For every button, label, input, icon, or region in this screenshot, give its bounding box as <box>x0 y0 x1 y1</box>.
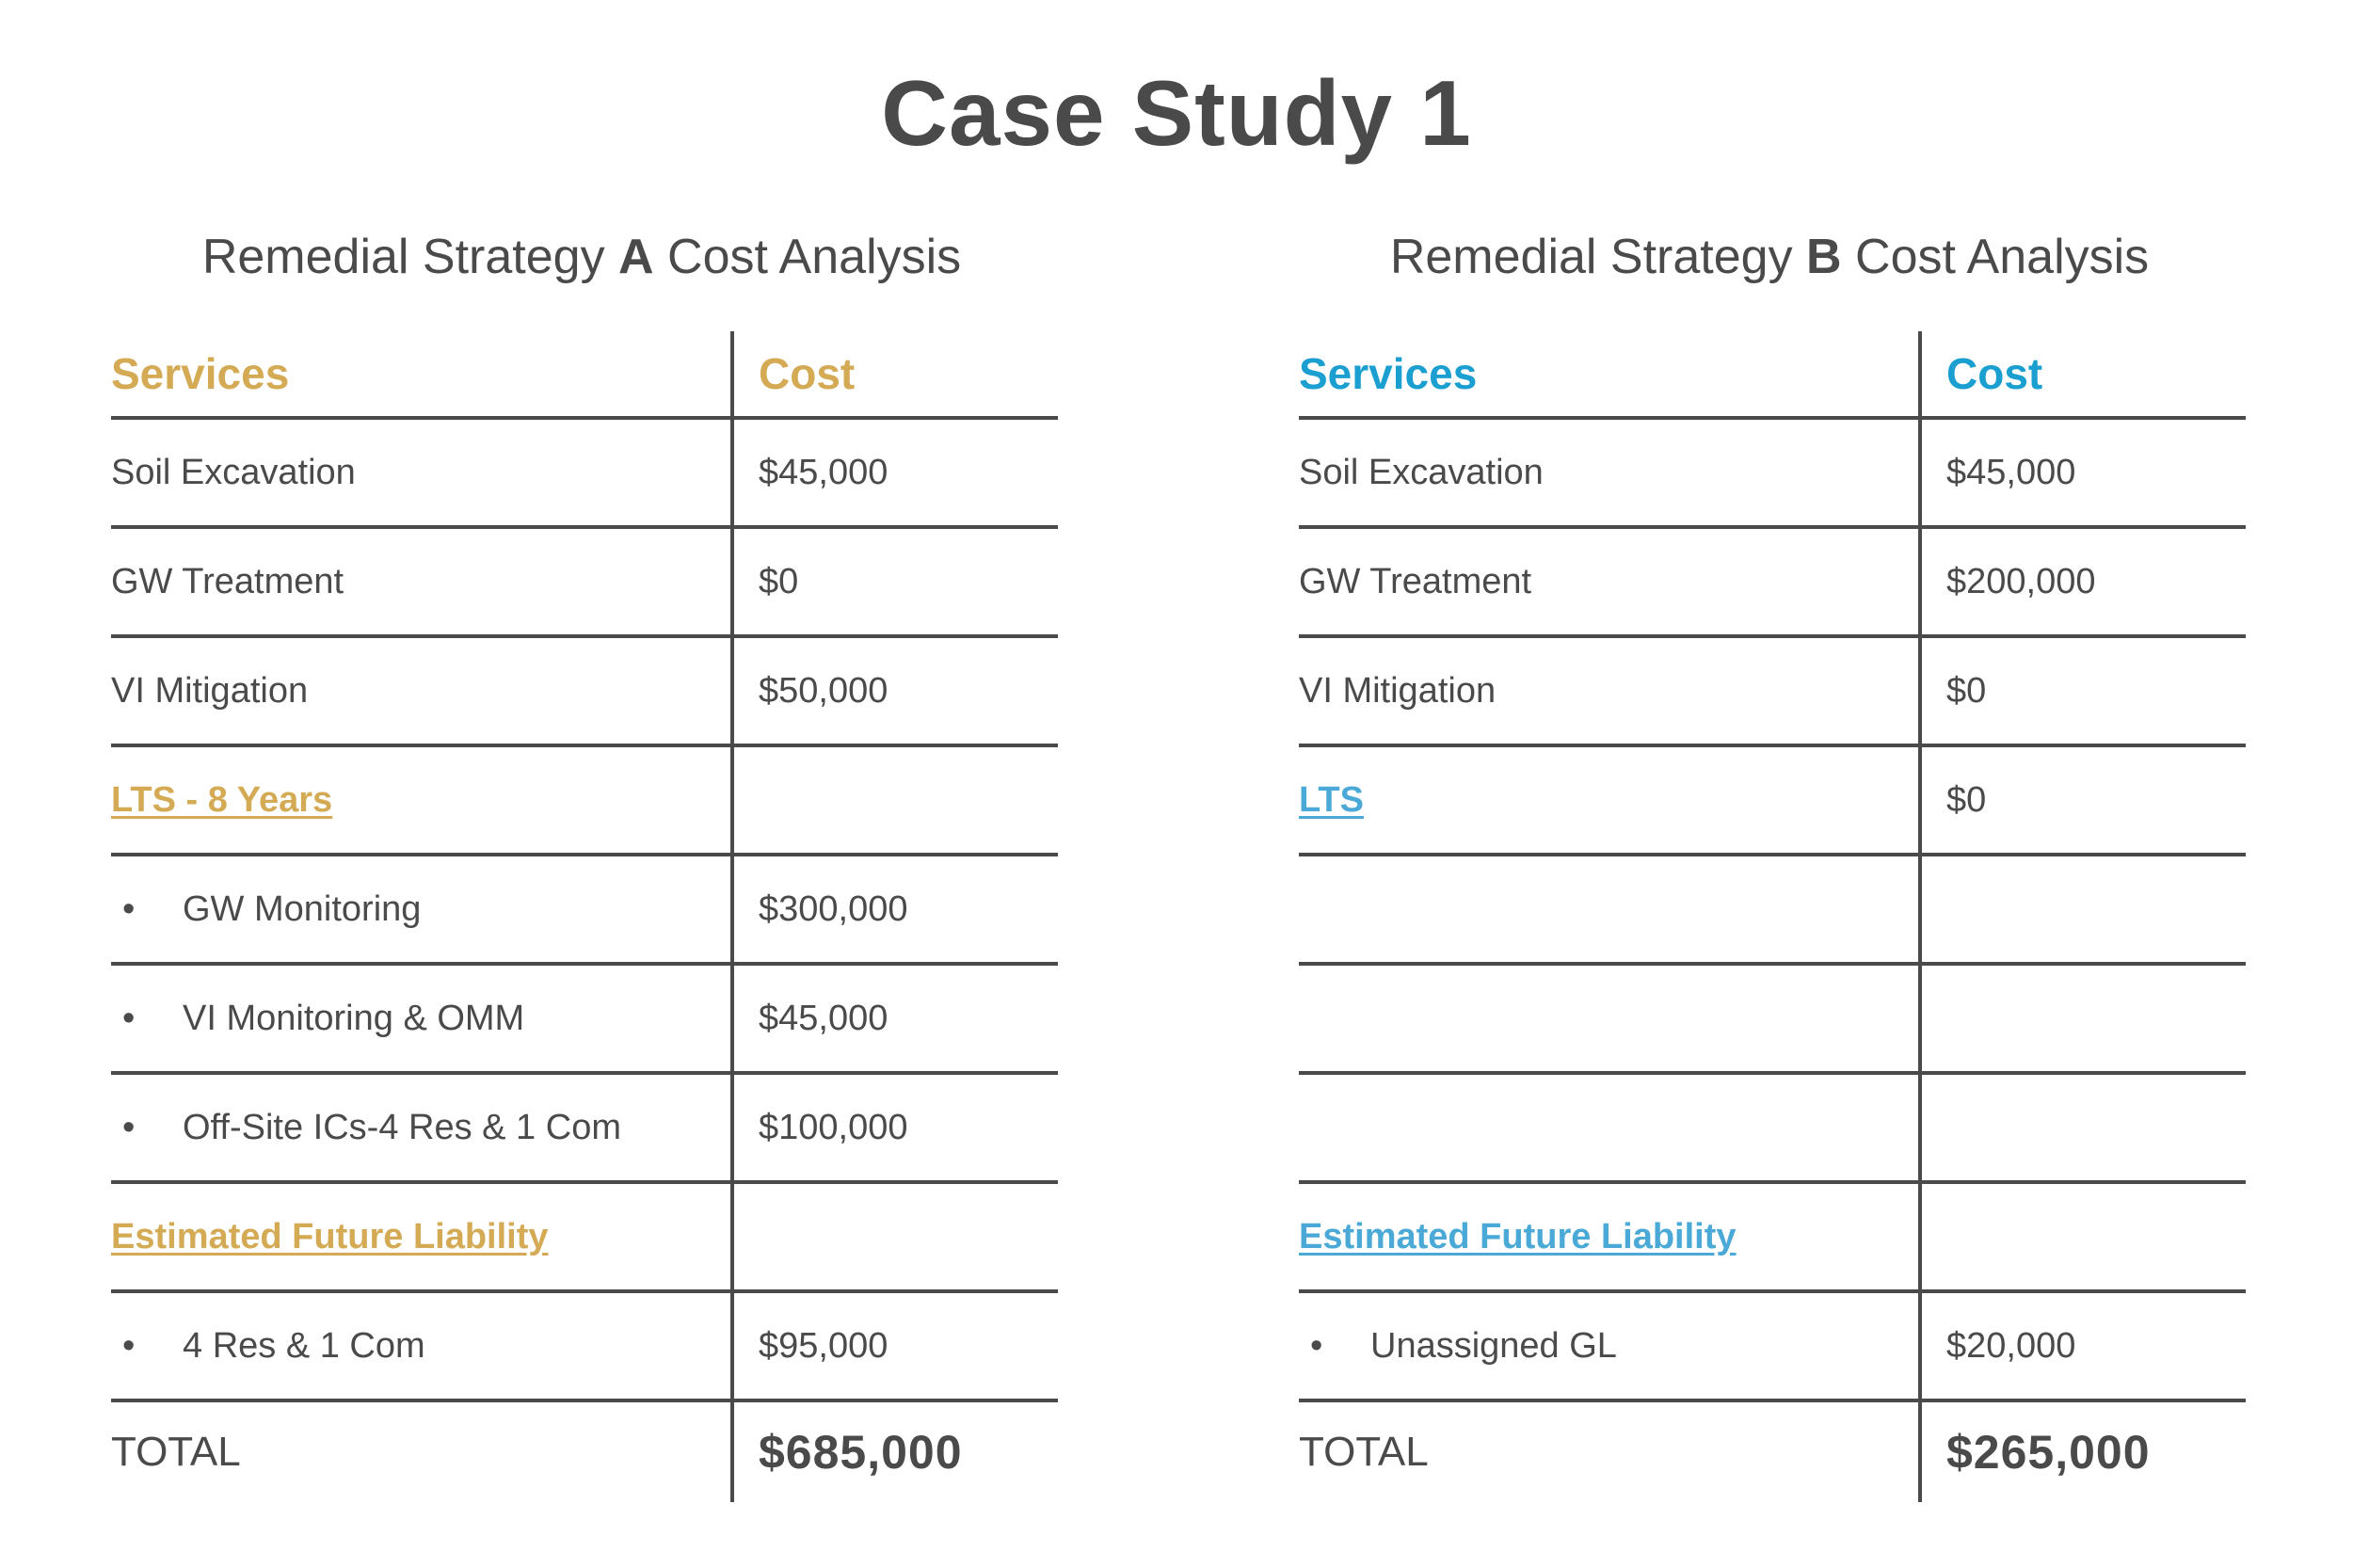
service-cell: GW Treatment <box>111 527 732 636</box>
page-title: Case Study 1 <box>881 61 1472 165</box>
future-liability-section-link[interactable]: Estimated Future Liability <box>111 1216 549 1256</box>
table-row <box>1299 745 2246 855</box>
heading-prefix: Remedial Strategy <box>201 230 605 284</box>
service-label: GW Monitoring <box>183 888 422 929</box>
cost-column-header: Cost <box>1920 331 2246 418</box>
cost-cell: $300,000 <box>732 855 1058 964</box>
table-row <box>111 527 1058 636</box>
service-cell <box>1299 964 1920 1073</box>
table-row <box>1299 1073 2246 1182</box>
service-cell: Soil Excavation <box>111 418 732 527</box>
service-cell <box>111 855 732 964</box>
service-cell <box>1299 1291 1920 1400</box>
table-row <box>111 1182 1058 1291</box>
heading-letter: A <box>618 230 654 284</box>
service-cell <box>1299 855 1920 964</box>
cost-cell: $0 <box>1920 636 2246 745</box>
cost-cell: $20,000 <box>1920 1291 2246 1400</box>
table-row <box>111 855 1058 964</box>
service-cell <box>1299 1073 1920 1182</box>
total-value: $685,000 <box>732 1400 1058 1502</box>
table-row <box>1299 1291 2246 1400</box>
cost-cell: $45,000 <box>732 418 1058 527</box>
service-cell <box>111 1291 732 1400</box>
strategy-b-cost-table <box>1299 331 2246 1502</box>
cost-cell <box>1920 1073 2246 1182</box>
service-cell: VI Mitigation <box>1299 636 1920 745</box>
section-cell <box>1299 1182 1920 1291</box>
lts-section-link[interactable]: LTS <box>1299 779 1364 820</box>
cost-cell: $0 <box>732 527 1058 636</box>
cost-cell <box>732 745 1058 855</box>
cost-cell: $200,000 <box>1920 527 2246 636</box>
strategy-a-heading <box>92 224 1071 290</box>
cost-cell: $45,000 <box>1920 418 2246 527</box>
table-row <box>1299 636 2246 745</box>
bullet-icon: • <box>122 998 136 1038</box>
service-label: VI Monitoring & OMM <box>183 998 525 1038</box>
total-label: TOTAL <box>1299 1429 1429 1475</box>
cost-cell: $0 <box>1920 745 2246 855</box>
total-row <box>1299 1400 2246 1502</box>
heading-suffix: Cost Analysis <box>1855 230 2150 284</box>
bullet-icon: • <box>1310 1325 1323 1366</box>
cost-cell <box>1920 964 2246 1073</box>
heading-suffix: Cost Analysis <box>667 230 962 284</box>
services-column-header: Services <box>1299 331 1920 418</box>
bullet-icon: • <box>122 888 136 929</box>
service-cell <box>111 964 732 1073</box>
section-cell <box>1299 745 1920 855</box>
table-row <box>111 636 1058 745</box>
future-liability-section-link[interactable]: Estimated Future Liability <box>1299 1216 1737 1256</box>
service-cell: GW Treatment <box>1299 527 1920 636</box>
services-column-header: Services <box>111 331 732 418</box>
table-row <box>111 964 1058 1073</box>
total-value: $265,000 <box>1920 1400 2246 1502</box>
cost-column-header: Cost <box>732 331 1058 418</box>
strategy-a-cost-table <box>111 331 1058 1502</box>
table-header-row <box>1299 331 2246 418</box>
bullet-icon: • <box>122 1107 136 1147</box>
section-cell <box>111 1182 732 1291</box>
cost-cell: $100,000 <box>732 1073 1058 1182</box>
table-row <box>1299 527 2246 636</box>
heading-prefix: Remedial Strategy <box>1389 230 1793 284</box>
cost-cell: $45,000 <box>732 964 1058 1073</box>
cost-cell <box>1920 1182 2246 1291</box>
heading-letter: B <box>1806 230 1842 284</box>
total-label: TOTAL <box>111 1429 241 1475</box>
table-row <box>1299 1182 2246 1291</box>
total-row <box>111 1400 1058 1502</box>
service-label: Off-Site ICs-4 Res & 1 Com <box>183 1107 621 1147</box>
table-row <box>111 418 1058 527</box>
strategy-b-heading <box>1280 224 2259 290</box>
service-label: Unassigned GL <box>1370 1325 1617 1366</box>
table-row <box>111 745 1058 855</box>
strategy-b-panel <box>1299 0 2249 1568</box>
table-row <box>111 1291 1058 1400</box>
service-cell: VI Mitigation <box>111 636 732 745</box>
strategy-a-panel <box>111 0 1062 1568</box>
section-cell <box>111 745 732 855</box>
service-cell: Soil Excavation <box>1299 418 1920 527</box>
cost-cell: $50,000 <box>732 636 1058 745</box>
service-label: 4 Res & 1 Com <box>183 1325 425 1366</box>
bullet-icon: • <box>122 1325 136 1366</box>
cost-cell: $95,000 <box>732 1291 1058 1400</box>
table-header-row <box>111 331 1058 418</box>
cost-cell <box>1920 855 2246 964</box>
table-row <box>1299 964 2246 1073</box>
table-row <box>111 1073 1058 1182</box>
cost-cell <box>732 1182 1058 1291</box>
table-row <box>1299 418 2246 527</box>
service-cell <box>111 1073 732 1182</box>
table-row <box>1299 855 2246 964</box>
lts-section-link[interactable]: LTS - 8 Years <box>111 779 333 820</box>
